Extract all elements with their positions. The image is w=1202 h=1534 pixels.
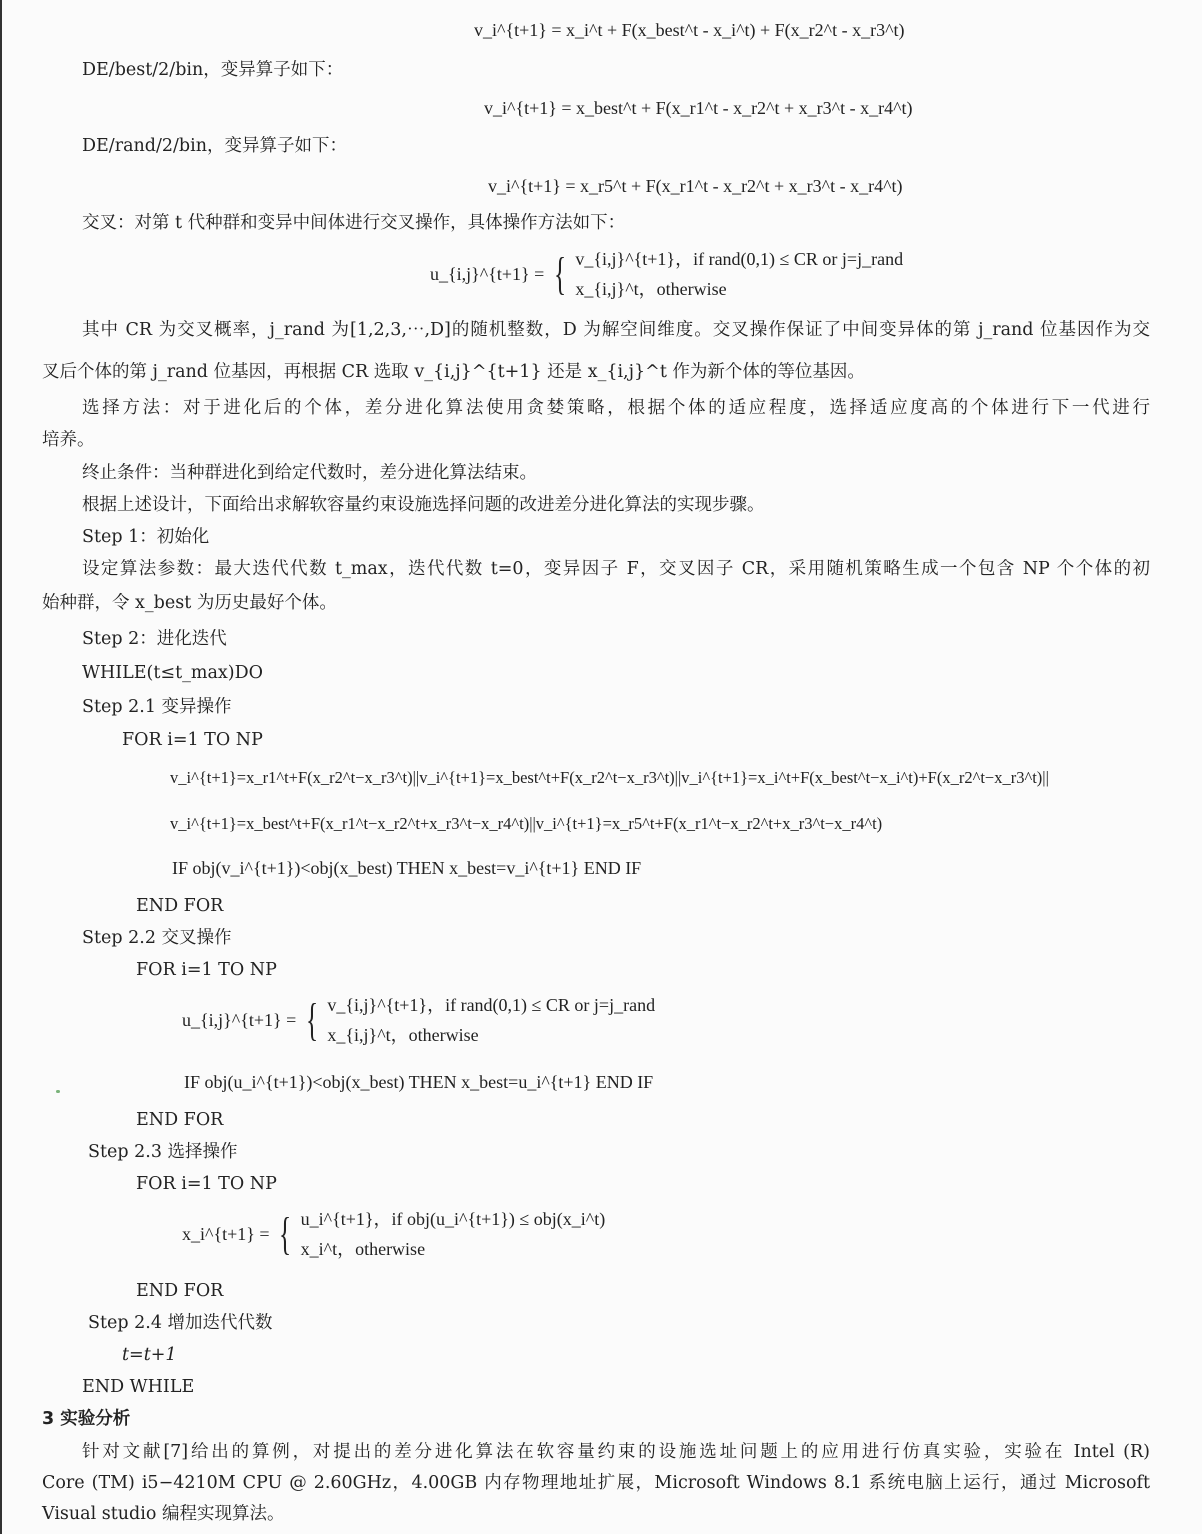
select-case1-value: u_i^{t+1} (300, 1209, 374, 1229)
cross2-case1-value: v_{i,j}^{t+1} (327, 995, 428, 1015)
equation-rand-2-mutation: v_i^{t+1} = x_r5^t + F(x_r1^t - x_r2^t + x_r3^t - x_r4^t) (488, 176, 903, 196)
cross2-lhs: u_{i,j}^{t+1} = (182, 1009, 297, 1030)
heading-de-best-2-bin: DE/best/2/bin，变异算子如下： (82, 60, 344, 80)
paragraph-experiment-line2: Core (TM) i5−4210M CPU @ 2.60GHz，4.00GB 内存物理地址扩展，Microsoft Windows 8.1 系统电脑上运行，通过 Microsoft (42, 1473, 1150, 1493)
paragraph-experiment-line3: Visual studio 编程实现算法。 (42, 1504, 285, 1524)
equation-crossover (430, 244, 903, 304)
paragraph-cr-line1: 其中 CR 为交叉概率，j_rand 为[1,2,3,⋯,D]的随机整数，D 为解空间维度。交叉操作保证了中间变异体的第 j_rand 位基因作为交 (82, 320, 1150, 340)
cross2-case1-condition: ，if rand(0,1) ≤ CR or j=j_rand (427, 995, 656, 1015)
step-2-3-heading: Step 2.3 选择操作 (88, 1142, 238, 1162)
left-brace: { (553, 248, 566, 299)
end-for-3: END FOR (136, 1281, 224, 1301)
paragraph-design: 根据上述设计，下面给出求解软容量约束设施选择问题的改进差分进化算法的实现步骤。 (82, 495, 765, 515)
end-for-2: END FOR (136, 1110, 224, 1130)
paragraph-experiment-line1: 针对文献[7]给出的算例，对提出的差分进化算法在软容量约束的设施选址问题上的应用进行仿真实验，实验在 Intel (R) (82, 1442, 1150, 1462)
paragraph-select-line1: 选择方法：对于进化后的个体，差分进化算法使用贪婪策略，根据个体的适应程度，选择适应度高的个体进行下一代进行 (82, 398, 1150, 418)
step-2-4-heading: Step 2.4 增加迭代代数 (88, 1313, 273, 1333)
heading-de-rand-2-bin: DE/rand/2/bin，变异算子如下： (82, 136, 347, 156)
equation-best-1-mutation: v_i^{t+1} = x_i^t + F(x_best^t - x_i^t) + F(x_r2^t - x_r3^t) (474, 20, 905, 40)
crossover-case1-condition: ，if rand(0,1) ≤ CR or j=j_rand (675, 249, 904, 269)
paragraph-cr-line2: 叉后个体的第 j_rand 位基因，再根据 CR 选取 v_{i,j}^{t+1} 还是 x_{i,j}^t 作为新个体的等位基因。 (42, 362, 865, 382)
crossover-case1-value: v_{i,j}^{t+1} (575, 249, 676, 269)
select-case2-condition: ，otherwise (337, 1239, 426, 1259)
step-2-2-heading: Step 2.2 交叉操作 (82, 928, 232, 948)
end-for-1: END FOR (136, 896, 224, 916)
crossover-lhs: u_{i,j}^{t+1} = (430, 263, 545, 284)
paragraph-stop-condition: 终止条件：当种群进化到给定代数时，差分进化算法结束。 (82, 463, 537, 483)
if-update-best-1: IF obj(v_i^{t+1})<obj(x_best) THEN x_best=v_i^{t+1} END IF (172, 858, 642, 878)
crossover-intro: 交叉：对第 t 代种群和变异中间体进行交叉操作，具体操作方法如下： (82, 213, 626, 233)
left-brace: { (279, 1208, 292, 1259)
step-2-heading: Step 2：进化迭代 (82, 629, 227, 649)
while-line: WHILE(t≤t_max)DO (82, 663, 263, 683)
equation-crossover-step (182, 990, 655, 1050)
cross2-case2-value: x_{i,j}^t (327, 1025, 391, 1045)
for-loop-1: FOR i=1 TO NP (122, 730, 263, 750)
select-case2-value: x_i^t (300, 1239, 338, 1259)
for-loop-2: FOR i=1 TO NP (136, 960, 277, 980)
paragraph-params-line1: 设定算法参数：最大迭代代数 t_max，迭代代数 t=0，变异因子 F，交叉因子 CR，采用随机策略生成一个包含 NP 个个体的初 (82, 559, 1150, 579)
select-lhs: x_i^{t+1} = (182, 1223, 270, 1244)
crossover-case2-condition: ，otherwise (638, 279, 727, 299)
stray-mark (56, 1090, 60, 1093)
for-loop-3: FOR i=1 TO NP (136, 1174, 277, 1194)
select-case1-condition: ，if obj(u_i^{t+1}) ≤ obj(x_i^t) (373, 1209, 606, 1229)
step-2-1-heading: Step 2.1 变异操作 (82, 697, 232, 717)
crossover-case2-value: x_{i,j}^t (575, 279, 639, 299)
mutation-options-line1: v_i^{t+1}=x_r1^t+F(x_r2^t−x_r3^t)||v_i^{t+1}=x_best^t+F(x_r2^t−x_r3^t)||v_i^{t+1}=x_i^t+F(x_best^t−x_i^t)+F(x_r2^t−x_r3^t)|| (170, 768, 1049, 787)
step-1-heading: Step 1：初始化 (82, 527, 210, 547)
section-3-heading: 3 实验分析 (42, 1409, 131, 1429)
end-while: END WHILE (82, 1377, 195, 1397)
paragraph-params-line2: 始种群，令 x_best 为历史最好个体。 (42, 593, 337, 613)
if-update-best-2: IF obj(u_i^{t+1})<obj(x_best) THEN x_best=u_i^{t+1} END IF (184, 1072, 654, 1092)
left-brace: { (305, 994, 318, 1045)
equation-selection (182, 1204, 605, 1264)
increment-t: t=t+1 (122, 1345, 177, 1365)
equation-best-2-mutation: v_i^{t+1} = x_best^t + F(x_r1^t - x_r2^t + x_r3^t - x_r4^t) (484, 98, 913, 118)
paragraph-select-line2: 培养。 (42, 430, 95, 450)
cross2-case2-condition: ，otherwise (390, 1025, 479, 1045)
mutation-options-line2: v_i^{t+1}=x_best^t+F(x_r1^t−x_r2^t+x_r3^t−x_r4^t)||v_i^{t+1}=x_r5^t+F(x_r1^t−x_r2^t+x_r3^t−x_r4^t) (170, 814, 883, 833)
